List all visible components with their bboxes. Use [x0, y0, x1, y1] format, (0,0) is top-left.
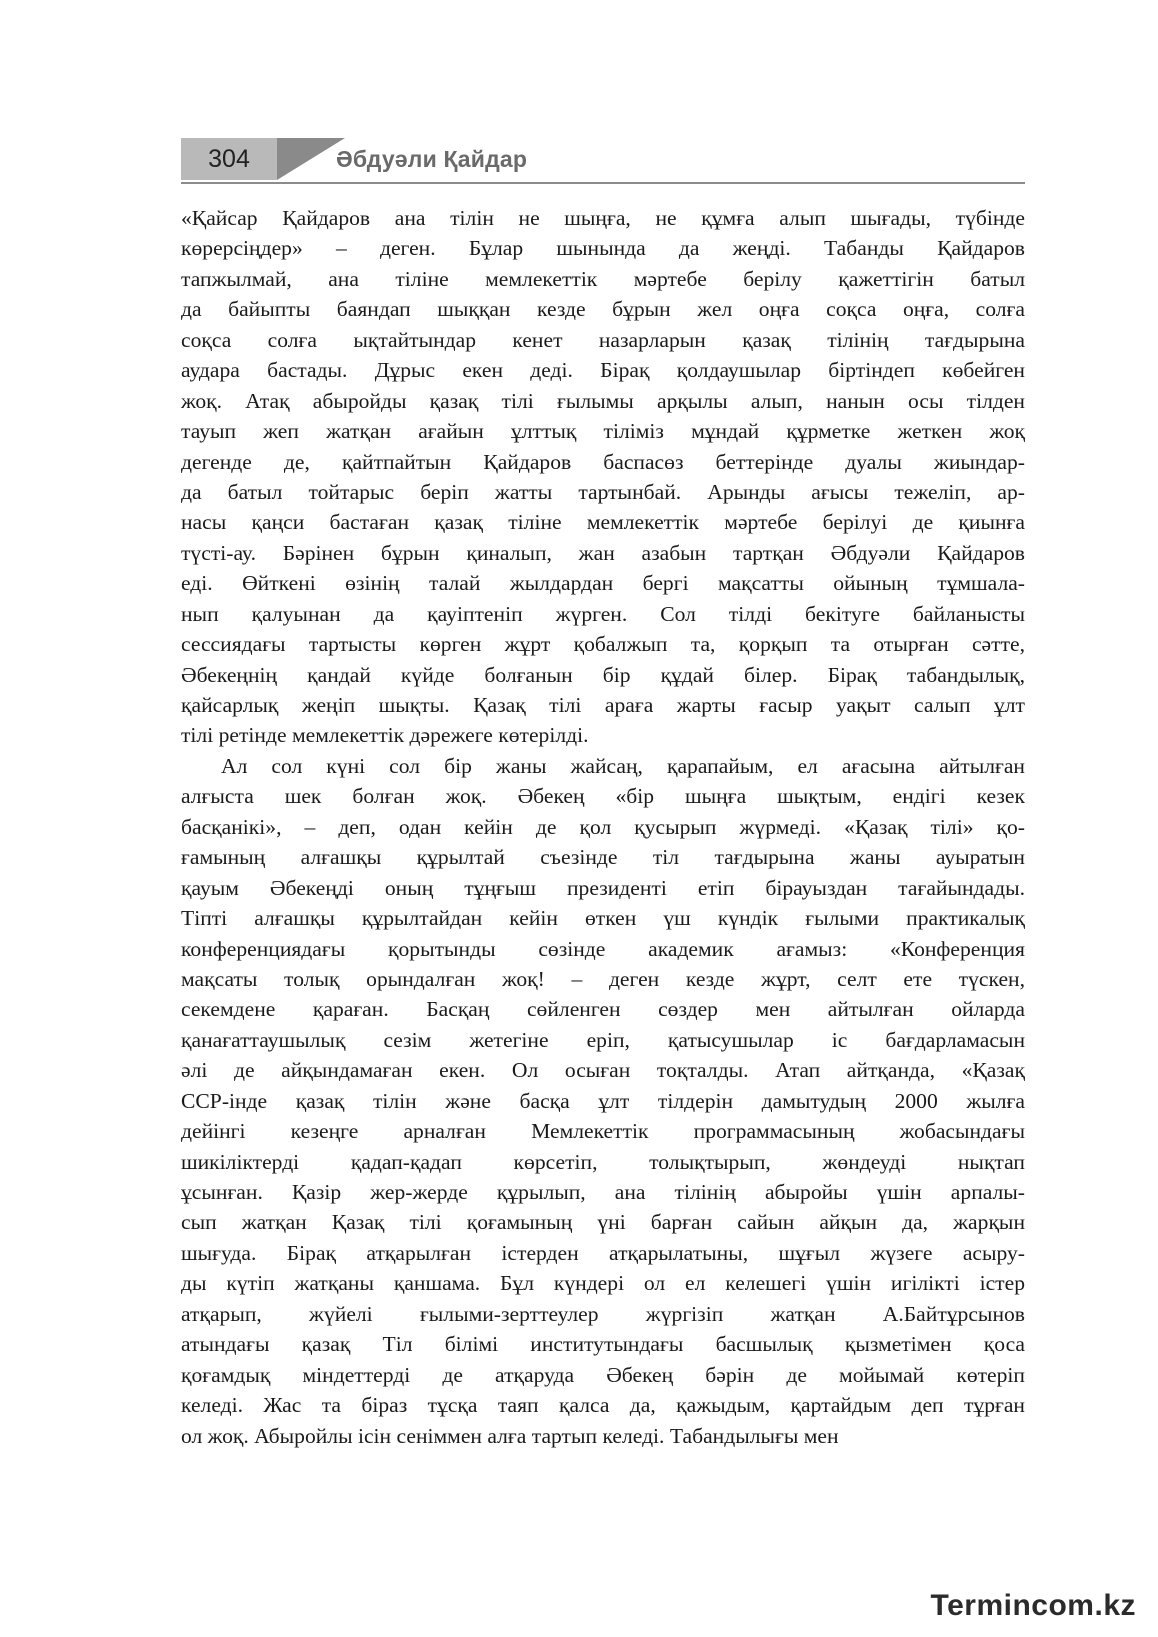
- page-header: [181, 138, 1025, 186]
- running-title: Әбдуәли Қайдар: [336, 146, 528, 172]
- text-line: да байыпты баяндап шыққан кезде бұрын жел оңға соқса оңға, солға: [181, 297, 1025, 322]
- page-number: 304: [208, 145, 250, 173]
- text-line: дейінгі кезеңге арналған Мемлекеттік программасының жобасындағы: [181, 1119, 1025, 1144]
- text-line: аудара бастады. Дұрыс екен деді. Бірақ қолдаушылар біртіндеп көбейген: [181, 358, 1025, 383]
- text-line: ССР-інде қазақ тілін және басқа ұлт тілдерін дамытудың 2000 жылға: [181, 1088, 1025, 1113]
- text-line: тауып жеп жатқан ағайын ұлттық тіліміз мұндай құрметке жеткен жоқ: [181, 419, 1025, 444]
- text-line: соқса солға ықтайтындар кенет назарларын қазақ тілінің тағдырына: [181, 327, 1025, 352]
- text-line: қанағаттаушылық сезім жетегіне еріп, қатысушылар іс бағдарламасын: [181, 1027, 1025, 1052]
- text-line: алғыста шек болған жоқ. Әбекең «бір шыңға шықтым, ендігі кезек: [181, 784, 1025, 809]
- text-line: көрерсіңдер» – деген. Бұлар шынында да жеңді. Табанды Қайдаров: [181, 236, 1025, 261]
- text-line: ол жоқ. Абыройлы ісін сеніммен алға тартып келеді. Табандылығы мен: [181, 1423, 839, 1448]
- header-divider: [181, 182, 1025, 184]
- text-line: дегенде де, қайтпайтын Қайдаров баспасөз беттерінде дуалы жиындар-: [181, 449, 1025, 474]
- text-line: ды күтіп жатқаны қаншама. Бұл күндері ол ел келешегі үшін игілікті істер: [181, 1271, 1025, 1296]
- text-line: еді. Өйткені өзінің талай жылдардан бергі мақсатты ойының тұмшала-: [181, 571, 1025, 596]
- text-line: Ал сол күні сол бір жаны жайсаң, қарапайым, ел ағасына айтылған: [221, 753, 1025, 778]
- text-line: қауым Әбекеңді оның тұңғыш президенті етіп бірауыздан тағайындады.: [181, 875, 1025, 900]
- text-line: атындағы қазақ Тіл білімі институтындағы басшылық қызметімен қоса: [181, 1332, 1025, 1357]
- text-line: ұсынған. Қазір жер-жерде құрылып, ана тілінің абыройы үшін арпалы-: [181, 1180, 1025, 1204]
- text-line: сып жатқан Қазақ тілі қоғамының үні барған сайын айқын да, жарқын: [181, 1210, 1025, 1235]
- text-line: тапжылмай, ана тіліне мемлекеттік мәртебе берілу қажеттігін батыл: [181, 266, 1025, 291]
- paragraph: [181, 203, 1025, 751]
- body-text: [181, 203, 1025, 1451]
- text-line: атқарып, жүйелі ғылыми-зерттеулер жүргізіп жатқан А.Байтұрсынов: [181, 1301, 1025, 1326]
- text-line: қоғамдық міндеттерді де атқаруда Әбекең бәрін де мойымай көтеріп: [181, 1362, 1025, 1387]
- text-line: әлі де айқындамаған екен. Ол осыған тоқталды. Атап айтқанда, «Қазақ: [181, 1058, 1025, 1083]
- text-line: қайсарлық жеңіп шықты. Қазақ тілі араға жарты ғасыр уақыт салып ұлт: [181, 693, 1025, 717]
- text-line: ғамының алғашқы құрылтай съезінде тіл тағдырына жаны ауыратын: [181, 845, 1025, 870]
- text-line: түсті-ау. Бәрінен бұрын қиналып, жан азабын тартқан Әбдуәли Қайдаров: [181, 540, 1025, 565]
- text-line: басқанікі», – деп, одан кейін де қол қусырып жүрмеді. «Қазақ тілі» қо-: [181, 814, 1025, 839]
- text-line: келеді. Жас та біраз тұсқа таяп қалса да, қажыдым, қартайдым деп тұрған: [181, 1393, 1025, 1418]
- text-line: нып қалуынан да қауіптеніп жүрген. Сол тілді бекітуге байланысты: [181, 601, 1025, 626]
- text-line: шикіліктерді қадап-қадап көрсетіп, толықтырып, жөндеуді нықтап: [181, 1149, 1025, 1174]
- text-line: сессиядағы тартысты көрген жұрт қобалжып та, қорқып та отырған сәтте,: [181, 632, 1025, 657]
- page-number-arrow-decoration: [277, 138, 345, 180]
- text-line: «Қайсар Қайдаров ана тілін не шыңға, не құмға алып шығады, түбінде: [181, 206, 1025, 230]
- text-line: тілі ретінде мемлекеттік дәрежеге көтерілді.: [181, 723, 589, 748]
- text-line: Әбекеңнің қандай күйде болғанын бір құдай білер. Бірақ табандылық,: [181, 662, 1025, 687]
- text-line: шығуда. Бірақ атқарылған істерден атқарылатыны, шұғыл жүзеге асыру-: [181, 1240, 1025, 1265]
- text-line: да батыл тойтарыс беріп жатты тартынбай. Арынды ағысы тежеліп, ар-: [181, 479, 1025, 504]
- site-watermark: Termincom.kz: [930, 1589, 1136, 1622]
- text-line: секемдене қараған. Басқаң сөйленген сөздер мен айтылған ойларда: [181, 997, 1025, 1022]
- text-line: Тіпті алғашқы құрылтайдан кейін өткен үш күндік ғылыми практикалық: [181, 906, 1025, 931]
- text-line: насы қаңси бастаған қазақ тіліне мемлекеттік мәртебе берілуі де қиынға: [181, 510, 1025, 535]
- text-line: жоқ. Атақ абыройды қазақ тілі ғылымы арқылы алып, нанын осы тілден: [181, 388, 1025, 413]
- paragraph: [181, 751, 1025, 1451]
- text-line: мақсаты толық орындалған жоқ! – деген кезде жұрт, селт ете түскен,: [181, 966, 1025, 991]
- text-line: конференциядағы қорытынды сөзінде академик ағамыз: «Конференция: [181, 936, 1025, 961]
